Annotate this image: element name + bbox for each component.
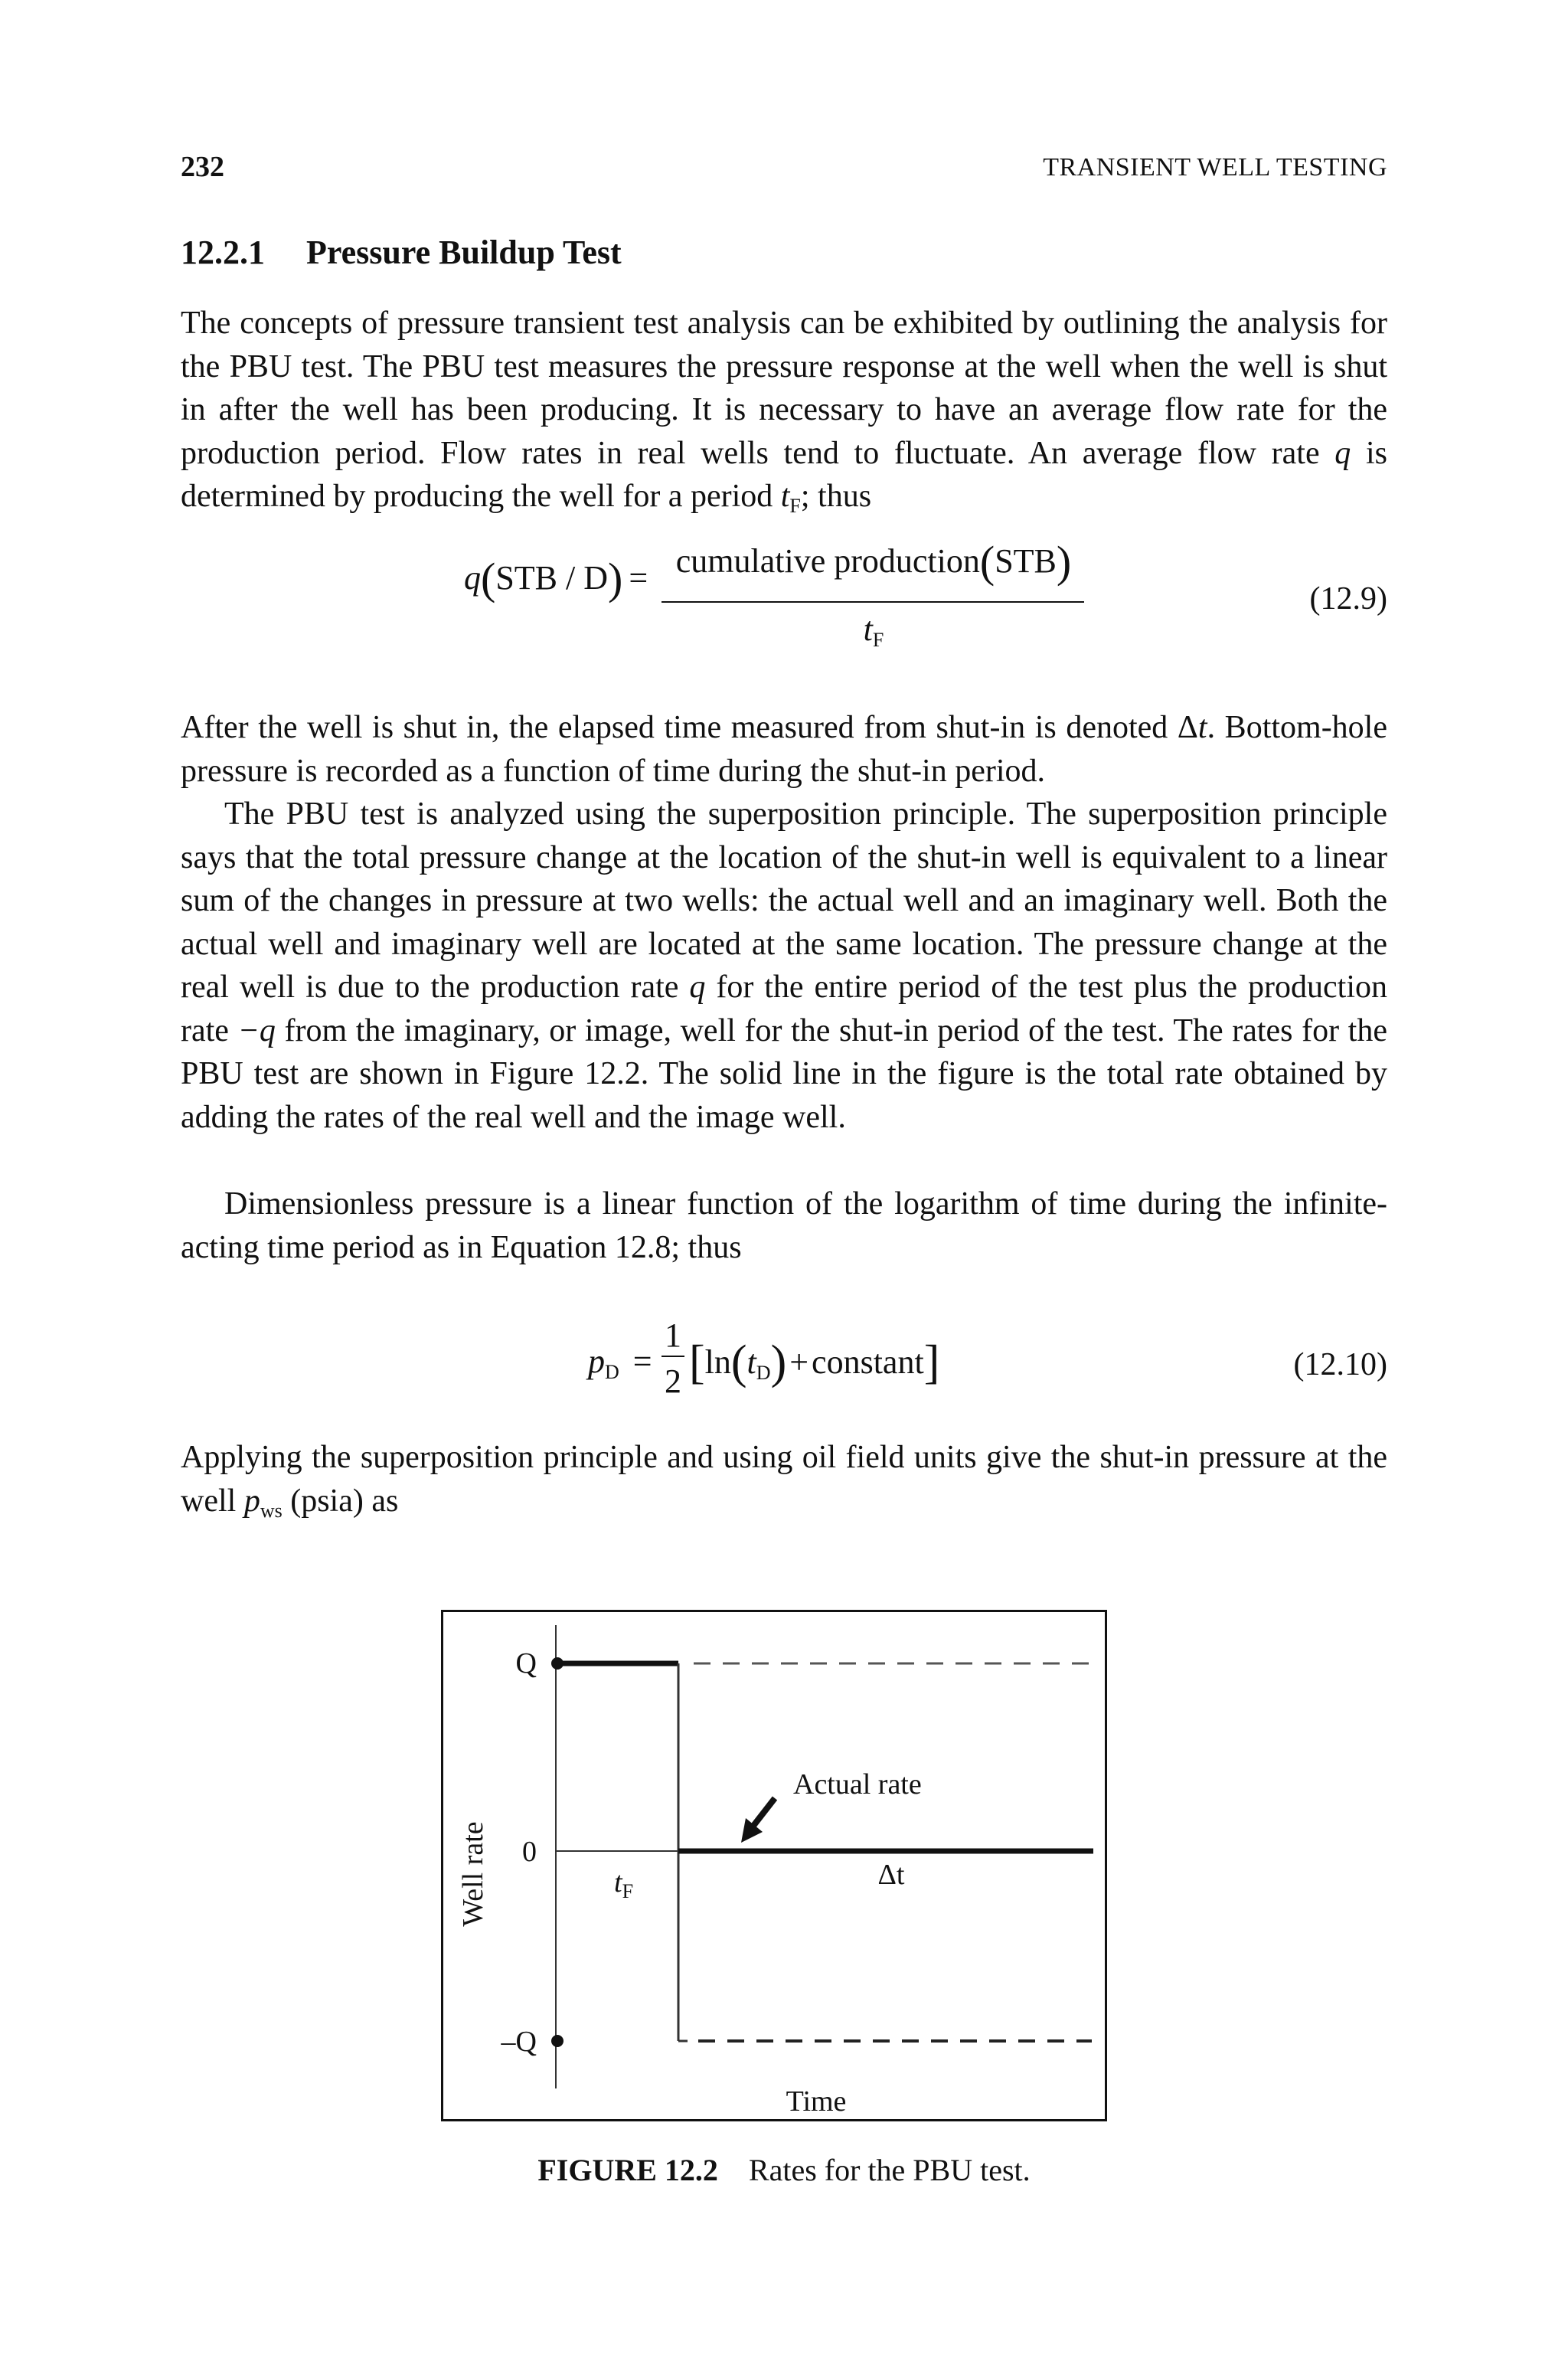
section-heading bbox=[181, 233, 622, 272]
var-t: t bbox=[1197, 710, 1207, 745]
equation-12-10-lhs: $p_D$ = bbox=[588, 1343, 652, 1383]
figure-caption bbox=[0, 2152, 1568, 2188]
eq-constant: constant bbox=[812, 1343, 924, 1381]
equation-number: (12.10) bbox=[1293, 1347, 1387, 1382]
var-q: q bbox=[689, 970, 706, 1005]
q-point bbox=[551, 1657, 564, 1670]
para-text: ; thus bbox=[800, 479, 872, 514]
para-text: After the well is shut in, the elapsed time measured from shut-in is denoted Δ bbox=[181, 710, 1198, 745]
subscript: D bbox=[756, 1362, 771, 1384]
annotation-arrow-shaft bbox=[753, 1798, 775, 1826]
var-q: q bbox=[1334, 435, 1351, 471]
fraction-numerator: 1 bbox=[665, 1316, 681, 1354]
figure-rates-pbu bbox=[441, 1610, 1116, 2129]
fraction-bar bbox=[662, 601, 1084, 603]
equation-12-9-numerator: cumulative production(STB) bbox=[675, 537, 1072, 587]
eq-ln: ln bbox=[704, 1343, 731, 1381]
paragraph-shut-in bbox=[181, 706, 1387, 793]
paragraph-superposition bbox=[181, 793, 1387, 1139]
subscript: F bbox=[789, 495, 801, 517]
para-text: The concepts of pressure transient test analysis can be exhibited by outlining the analysis for the PBU test. The PBU test measures the pressure response at the well when the well is shut in after the well has been producing. It is necessary to have an average flow rate for the production period. Flow rates in real wells tend to fluctuate. An average flow rate bbox=[181, 306, 1387, 471]
section-number: 12.2.1 bbox=[181, 234, 265, 271]
eq-var: p bbox=[588, 1343, 605, 1380]
equation-number: (12.9) bbox=[1309, 581, 1387, 617]
eq-numerator: cumulative production bbox=[675, 542, 980, 580]
tick-label-q: Q bbox=[515, 1647, 537, 1680]
subscript: F bbox=[872, 629, 884, 651]
eq-units: STB bbox=[995, 542, 1057, 580]
var-p: p bbox=[243, 1483, 260, 1519]
annotation-actual-rate: Actual rate bbox=[793, 1768, 922, 1801]
para-text: is determined by producing the well for a period bbox=[181, 435, 1388, 514]
para-text: Dimensionless pressure is a linear function of the logarithm of time during the infinite-acting time period as in Equation 12.8; thus bbox=[181, 1186, 1387, 1265]
subscript: D bbox=[605, 1361, 619, 1383]
neg-q-point bbox=[551, 2035, 564, 2047]
para-text: The PBU test is analyzed using the superposition principle. The superposition principle says that the total pressure change at the location of the shut-in well is equivalent to a linear sum of the changes in pressure at two wells: the actual well and an imaginary well. Both the actual well and imaginary well are located at the same location. The pressure change at the real well is due to the production rate bbox=[181, 796, 1387, 1005]
eq-plus: + bbox=[789, 1343, 809, 1381]
y-axis-label: Well rate bbox=[457, 1821, 489, 1927]
para-text: for the entire period of the test plus the production rate bbox=[181, 970, 1387, 1048]
eq-var: q bbox=[464, 559, 481, 597]
tick-label-neg-q: –Q bbox=[501, 2026, 537, 2058]
running-head: TRANSIENT WELL TESTING bbox=[1043, 153, 1387, 182]
x-axis-label: Time bbox=[786, 2085, 847, 2118]
paragraph-applying bbox=[181, 1436, 1387, 1523]
eq-var: t bbox=[863, 610, 873, 648]
tf-label: $t_F$ bbox=[614, 1866, 634, 1902]
para-text: from the imaginary, or image, well for the shut-in period of the test. The rates for the PBU test are shown in Figure 12.2. The solid line in the figure is the total rate obtained by adding the rates of the real well and the image well. bbox=[181, 1012, 1387, 1135]
fraction-denominator: 2 bbox=[665, 1362, 681, 1400]
section-title: Pressure Buildup Test bbox=[306, 234, 622, 271]
fraction-bar bbox=[662, 1356, 684, 1357]
caption-label: FIGURE 12.2 bbox=[537, 2153, 718, 2187]
para-text: (psia) as bbox=[282, 1483, 399, 1519]
paragraph-dimensionless bbox=[181, 1182, 1387, 1269]
eq-units: STB / D bbox=[495, 559, 609, 597]
subscript: ws bbox=[260, 1499, 283, 1522]
caption-text: Rates for the PBU test. bbox=[748, 2153, 1031, 2187]
dt-label: Δt bbox=[877, 1859, 905, 1891]
para-text: . Bottom-hole pressure is recorded as a function of time during the shut-in period. bbox=[181, 710, 1387, 789]
figure-frame bbox=[443, 1611, 1106, 2121]
var-t: t bbox=[780, 479, 790, 514]
paragraph-intro bbox=[181, 302, 1387, 518]
page-number: 232 bbox=[181, 151, 224, 183]
equation-12-9-lhs: q(STB / D) = bbox=[464, 554, 648, 603]
equation-12-10-rhs: $[\ln(t_D)+constant]$ bbox=[689, 1336, 940, 1388]
page-header bbox=[181, 150, 1387, 196]
equation-12-9-denominator bbox=[663, 610, 1084, 649]
tick-label-zero: 0 bbox=[522, 1836, 537, 1868]
var-neg-q: −q bbox=[237, 1012, 276, 1048]
eq-var: t bbox=[746, 1343, 756, 1381]
para-text: Applying the superposition principle and using oil field units give the shut-in pressure at the well bbox=[181, 1440, 1387, 1519]
